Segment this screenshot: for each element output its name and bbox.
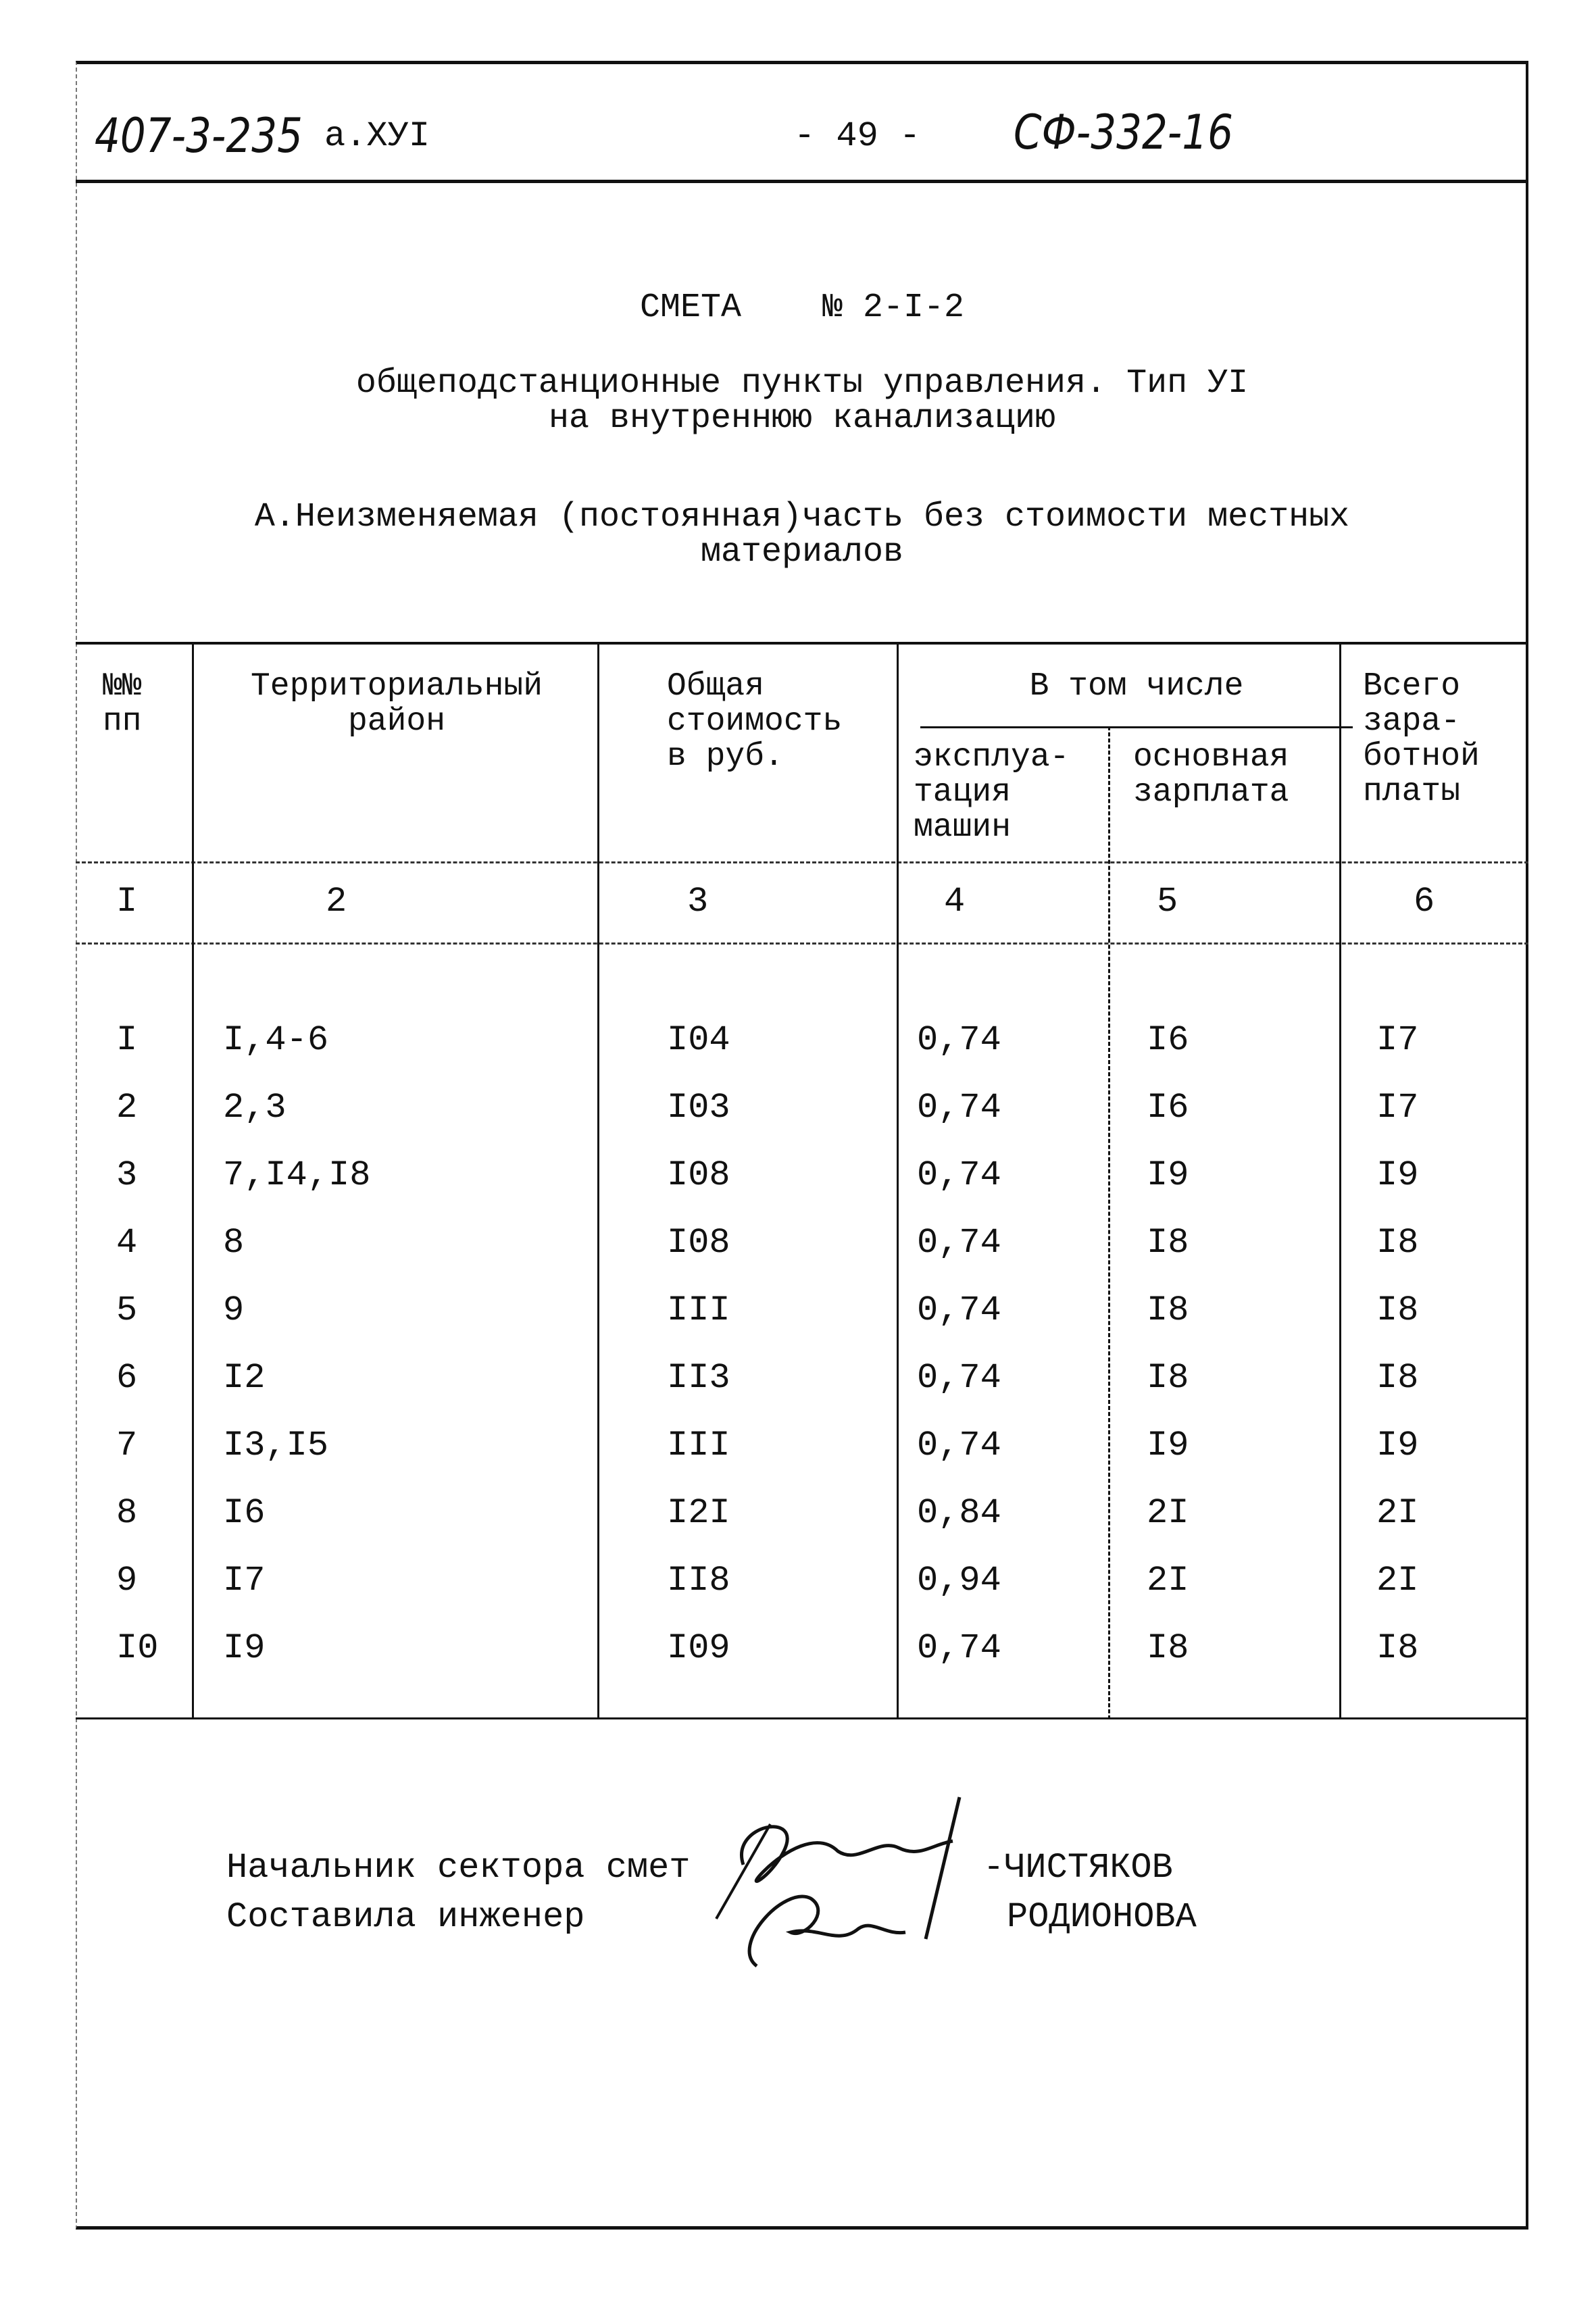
cell-machines: 0,74 xyxy=(917,1426,1001,1465)
estimate-title xyxy=(76,289,1528,327)
cell-all-wage: I7 xyxy=(1376,1020,1419,1060)
colnum-3: 3 xyxy=(687,882,709,922)
cell-district: I2 xyxy=(223,1358,266,1398)
cell-all-wage: I7 xyxy=(1376,1088,1419,1128)
colnum-bottom-rule xyxy=(76,942,1528,945)
colnum-4: 4 xyxy=(944,882,966,922)
title-line-1: общеподстанционные пункты управления. Тип УI xyxy=(355,364,1249,403)
header-group: В том числе xyxy=(1029,668,1244,705)
cell-wage: 2I xyxy=(1147,1493,1189,1533)
series-code: СФ-332-16 xyxy=(1014,105,1233,160)
col-divider xyxy=(1108,726,1110,1719)
cell-num: I0 xyxy=(116,1628,159,1668)
cell-all-wage: 2I xyxy=(1376,1493,1419,1533)
cell-all-wage: I8 xyxy=(1376,1358,1419,1398)
cell-all-wage: I9 xyxy=(1376,1155,1419,1195)
header-all-wage-line: Всего xyxy=(1363,668,1461,705)
cell-all-wage: I8 xyxy=(1376,1223,1419,1263)
header-total xyxy=(667,669,842,774)
cell-machines: 0,74 xyxy=(917,1628,1001,1668)
header-district xyxy=(218,669,576,739)
cell-machines: 0,74 xyxy=(917,1223,1001,1263)
header-district-line: район xyxy=(347,703,446,740)
cell-machines: 0,74 xyxy=(917,1290,1001,1330)
smeta-number: № 2-I-2 xyxy=(822,288,965,327)
cell-num: 5 xyxy=(116,1290,138,1330)
colnum-5: 5 xyxy=(1157,882,1178,922)
col-divider xyxy=(597,642,599,1719)
cell-machines: 0,74 xyxy=(917,1155,1001,1195)
cell-wage: I9 xyxy=(1147,1155,1189,1195)
cell-wage: I8 xyxy=(1147,1358,1189,1398)
cell-machines: 0,74 xyxy=(917,1020,1001,1060)
header-wage-line: зарплата xyxy=(1133,774,1289,811)
cell-machines: 0,74 xyxy=(917,1088,1001,1128)
cell-machines: 0,74 xyxy=(917,1358,1001,1398)
cell-district: 9 xyxy=(223,1290,245,1330)
handwritten-signature xyxy=(703,1784,993,1986)
cell-total: I04 xyxy=(667,1020,730,1060)
cell-district: I9 xyxy=(223,1628,266,1668)
table-bottom-rule xyxy=(76,1717,1528,1719)
page-number: - 49 - xyxy=(794,116,921,156)
album-label: а.ХУI xyxy=(324,116,430,156)
cost-table xyxy=(76,642,1528,1719)
header-all-wage xyxy=(1363,669,1480,809)
cell-num: 8 xyxy=(116,1493,138,1533)
header-rule xyxy=(76,180,1528,183)
cell-wage: I9 xyxy=(1147,1426,1189,1465)
header-total-line: в руб. xyxy=(667,738,784,775)
name-engineer: РОДИОНОВА xyxy=(1007,1897,1197,1937)
colnum-2: 2 xyxy=(326,882,347,922)
cell-wage: 2I xyxy=(1147,1561,1189,1601)
cell-all-wage: I9 xyxy=(1376,1426,1419,1465)
cell-district: 7,I4,I8 xyxy=(223,1155,371,1195)
cell-all-wage: I8 xyxy=(1376,1628,1419,1668)
cell-num: 7 xyxy=(116,1426,138,1465)
cell-num: 2 xyxy=(116,1088,138,1128)
cell-total: I09 xyxy=(667,1628,730,1668)
header-wage xyxy=(1133,740,1289,810)
cell-total: I03 xyxy=(667,1088,730,1128)
cell-num: I xyxy=(116,1020,138,1060)
header-total-line: Общая xyxy=(667,668,765,705)
cell-num: 4 xyxy=(116,1223,138,1263)
cell-district: I,4-6 xyxy=(223,1020,329,1060)
col-divider xyxy=(192,642,194,1719)
colnum-6: 6 xyxy=(1414,882,1435,922)
name-head: -ЧИСТЯКОВ xyxy=(983,1848,1173,1888)
header-all-wage-line: зара- xyxy=(1363,703,1461,740)
header-all-wage-line: ботной xyxy=(1363,738,1480,775)
title-line-2: на внутреннюю канализацию xyxy=(548,399,1056,438)
header-bottom-rule xyxy=(76,861,1528,863)
col-divider xyxy=(1339,642,1341,1719)
cell-num: 3 xyxy=(116,1155,138,1195)
col-divider xyxy=(897,642,899,1719)
group-rule xyxy=(920,726,1353,728)
header-total-line: стоимость xyxy=(667,703,843,740)
cell-district: I6 xyxy=(223,1493,266,1533)
cell-all-wage: 2I xyxy=(1376,1561,1419,1601)
table-top-rule xyxy=(76,642,1528,645)
cell-total: II8 xyxy=(667,1561,730,1601)
cell-total: II3 xyxy=(667,1358,730,1398)
cell-wage: I8 xyxy=(1147,1290,1189,1330)
cell-district: 2,3 xyxy=(223,1088,286,1128)
cell-wage: I6 xyxy=(1147,1088,1189,1128)
colnum-1: I xyxy=(116,882,138,922)
role-head: Начальник сектора смет xyxy=(226,1848,691,1888)
role-engineer: Составила инженер xyxy=(226,1897,585,1937)
section-line-2: материалов xyxy=(700,533,904,572)
header-machines-line: эксплуа- xyxy=(914,739,1070,776)
cell-num: 9 xyxy=(116,1561,138,1601)
cell-total: I2I xyxy=(667,1493,730,1533)
cell-total: I08 xyxy=(667,1155,730,1195)
header-machines-line: машин xyxy=(914,809,1012,846)
cell-all-wage: I8 xyxy=(1376,1290,1419,1330)
header-machines xyxy=(914,740,1069,845)
header-wage-line: основная xyxy=(1133,739,1289,776)
cell-machines: 0,84 xyxy=(917,1493,1001,1533)
cell-num: 6 xyxy=(116,1358,138,1398)
cell-wage: I8 xyxy=(1147,1223,1189,1263)
cell-district: 8 xyxy=(223,1223,245,1263)
cell-wage: I8 xyxy=(1147,1628,1189,1668)
header-num: №№ пп xyxy=(103,668,142,740)
section-line-1: А.Неизменяемая (постоянная)часть без стоимости местных xyxy=(254,498,1350,536)
cell-wage: I6 xyxy=(1147,1020,1189,1060)
cell-total: III xyxy=(667,1426,730,1465)
cell-total: III xyxy=(667,1290,730,1330)
cell-district: I3,I5 xyxy=(223,1426,329,1465)
cell-total: I08 xyxy=(667,1223,730,1263)
doc-code: 407-3-235 xyxy=(95,108,303,164)
smeta-label: СМЕТА xyxy=(639,288,741,327)
cell-district: I7 xyxy=(223,1561,266,1601)
cell-machines: 0,94 xyxy=(917,1561,1001,1601)
header-all-wage-line: платы xyxy=(1363,774,1461,810)
header-district-line: Территориальный xyxy=(250,668,543,705)
header-machines-line: тация xyxy=(914,774,1012,811)
